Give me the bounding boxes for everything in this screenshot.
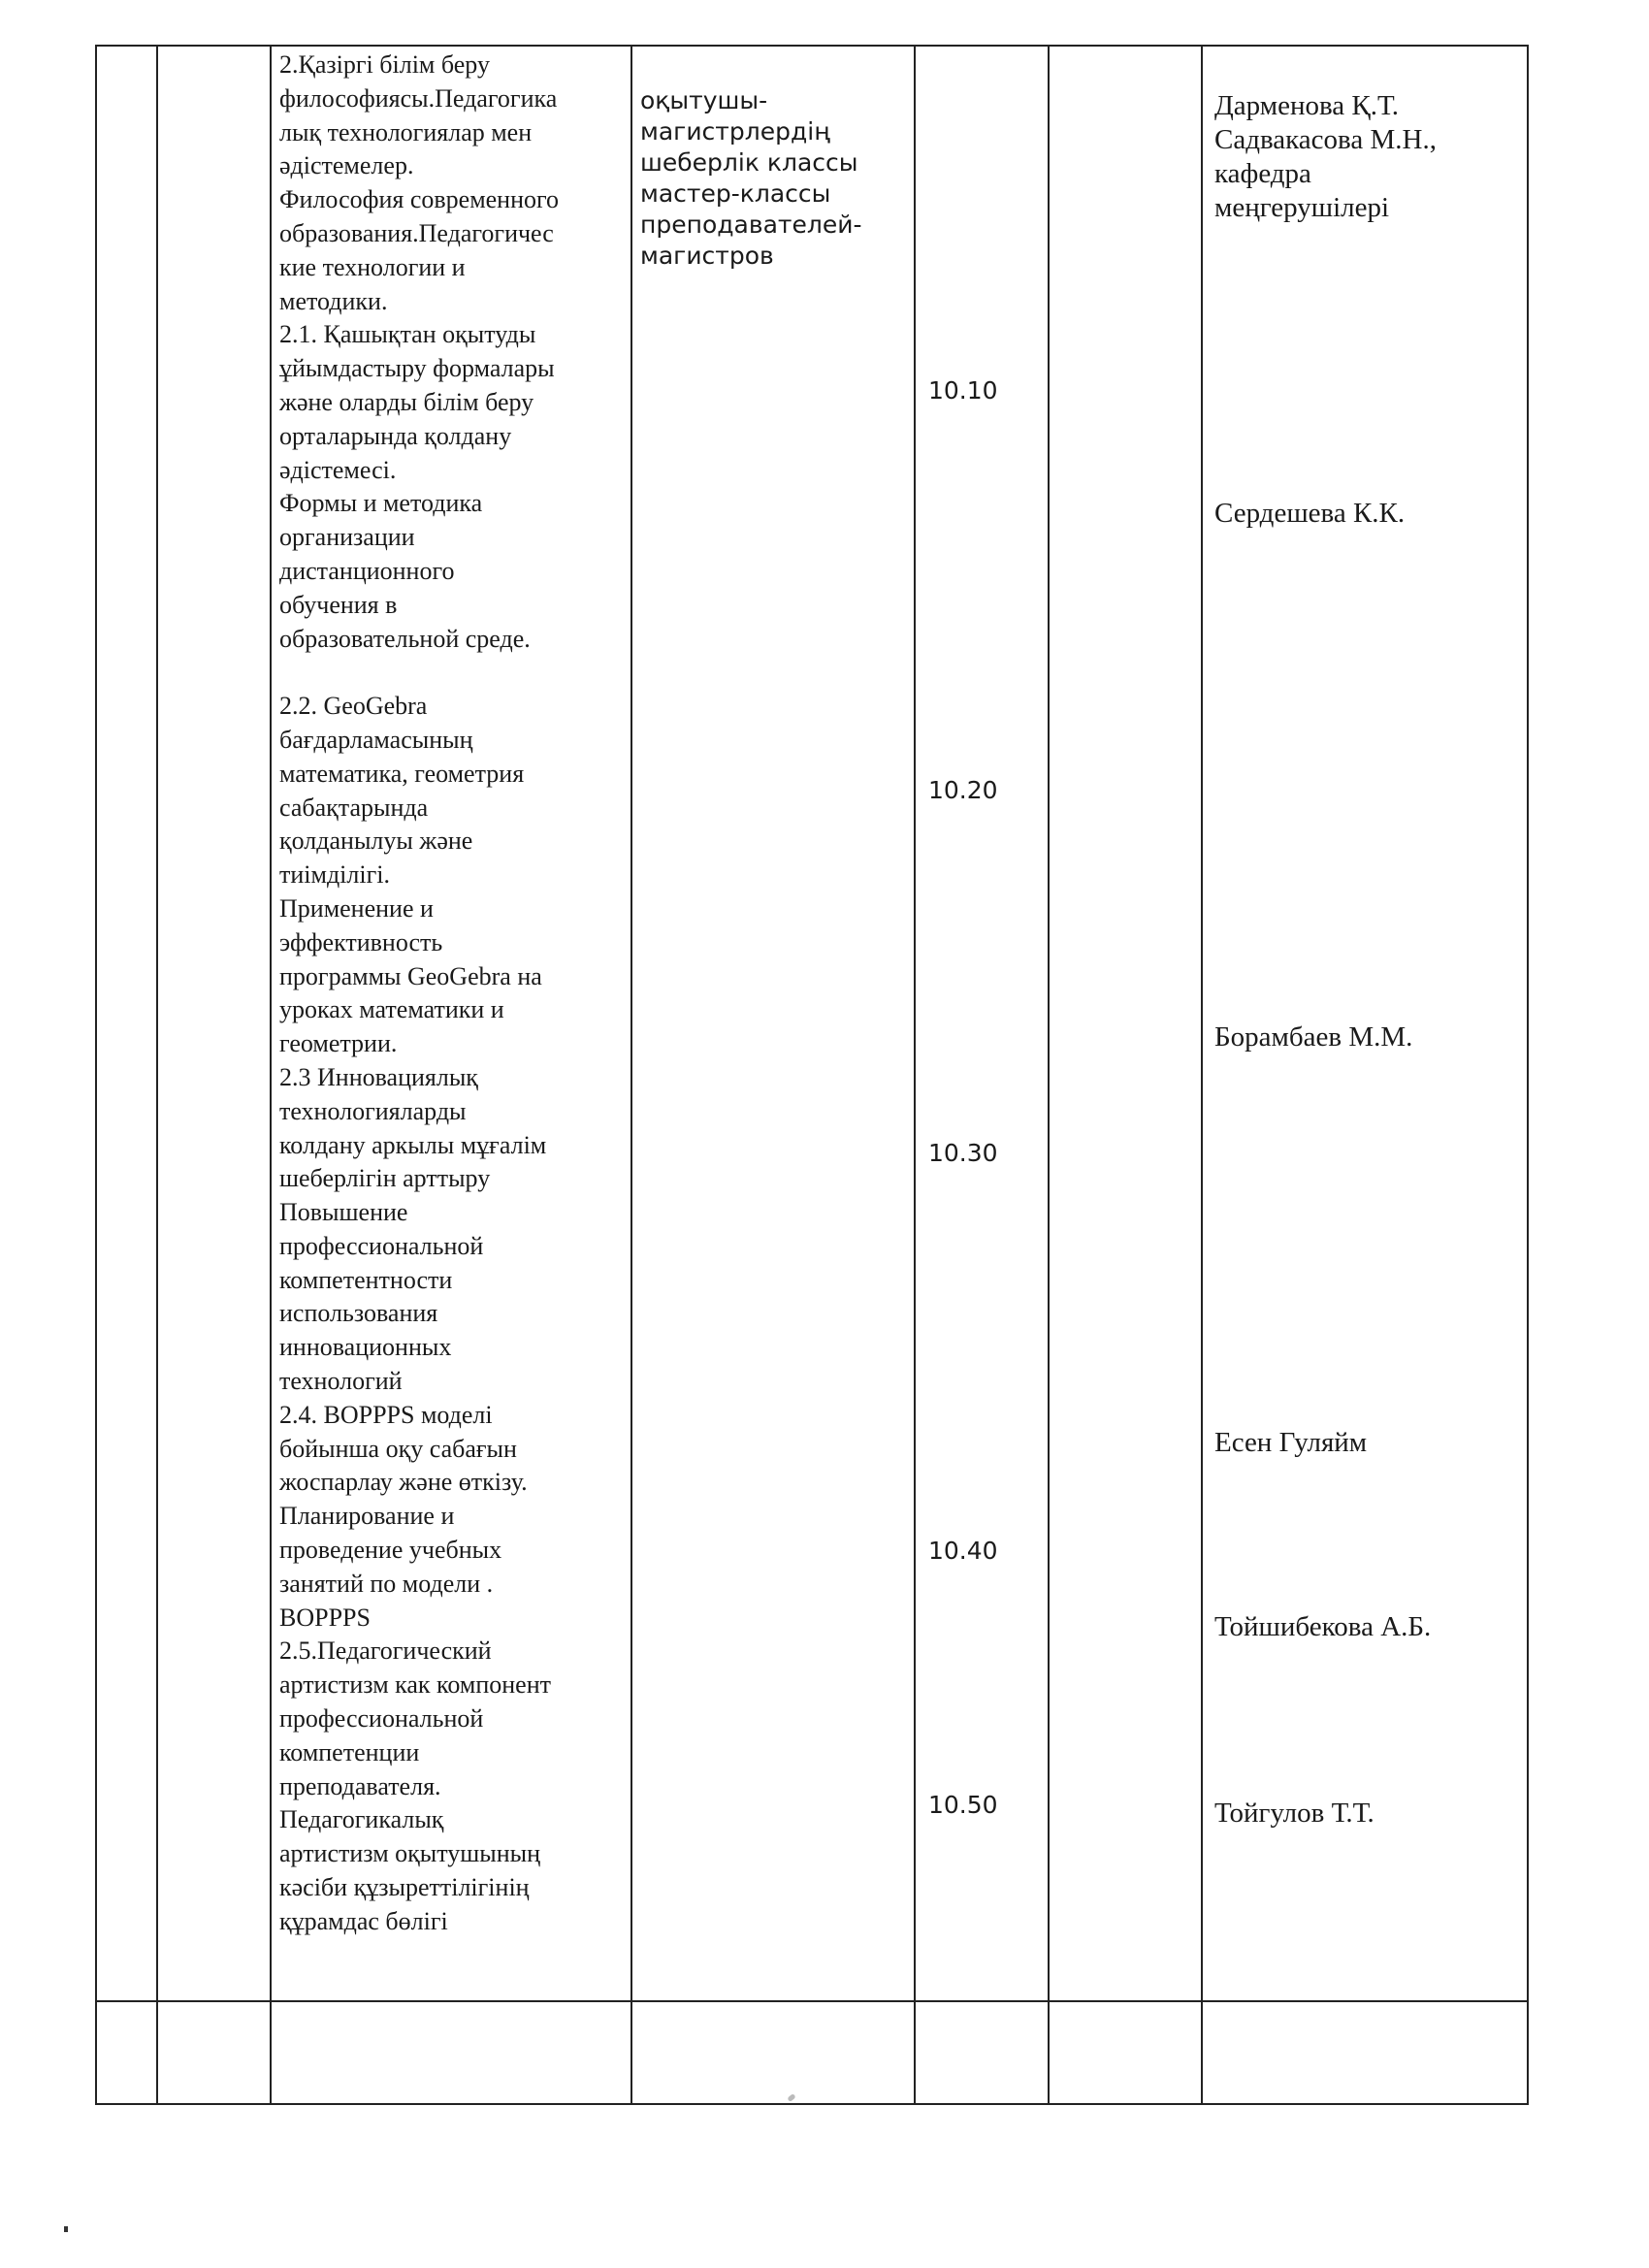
format-cell: оқытушы- магистрлердің шеберлік классы мастер-классы преподавателей- магистров	[640, 86, 862, 270]
time-cell: 10.50	[928, 1791, 998, 1819]
speaker-cell: Тойгулов Т.Т.	[1214, 1798, 1374, 1829]
table-border-top	[95, 45, 1529, 47]
topic-cell: 2.Қазіргі білім беру философиясы.Педагогика лық технологиялар мен әдістемелер. Философия современного образования.Педагогичес кие технологии и методики. 2.1. Қашықтан оқытуды ұйымдастыру формалары және оларды білім беру орталарында қолдану әдістемесі. Формы и методика организации дистанционного обучения в образовательной среде. 2.2. GeoGebra бағдарламасының математика, геометрия сабақтарында қолданылуы және тиімділігі. Применение и эффективность программы GeoGebra на уроках математики и геометрии. 2.3 Инновациялық технологияларды колдану аркылы мұғалім шеберлігін арттыру Повышение профессиональной компетентности использования инновационных технологий 2.4. BOPPPS моделі бойынша оқу сабағын жоспарлау және өткізу. Планирование и проведение учебных занятий по модели . BOPPPS 2.5.Педагогический артистизм как компонент профессиональной компетенции преподавателя. Педагогикалық артистизм оқытушының кәсіби құзыреттілігінің құрамдас бөлігі	[279, 50, 560, 1935]
table-border-right	[1527, 45, 1529, 2104]
time-cell: 10.10	[928, 376, 998, 405]
table-col-divider	[1048, 45, 1050, 2104]
table-border-bottom	[95, 2103, 1529, 2105]
table-col-divider	[95, 45, 97, 2104]
time-cell: 10.20	[928, 776, 998, 804]
time-cell: 10.30	[928, 1139, 998, 1167]
table-col-divider	[914, 45, 916, 2104]
speaker-cell: Дарменова Қ.Т. Садвакасова М.Н., кафедра меңгерушілері	[1214, 90, 1437, 223]
speaker-cell: Борамбаев М.М.	[1214, 1021, 1413, 1053]
speaker-cell: Тойшибекова А.Б.	[1214, 1611, 1432, 1642]
speaker-cell: Сердешева К.К.	[1214, 498, 1406, 529]
table-col-divider	[156, 45, 158, 2104]
table-col-divider	[1201, 45, 1203, 2104]
table-row-divider	[95, 2000, 1529, 2002]
table-col-divider	[630, 45, 632, 2104]
time-cell: 10.40	[928, 1537, 998, 1565]
scan-smudge	[787, 2093, 795, 2102]
scan-dot	[64, 2226, 68, 2232]
table-col-divider	[270, 45, 272, 2104]
speaker-cell: Есен Гуляйм	[1214, 1427, 1368, 1458]
